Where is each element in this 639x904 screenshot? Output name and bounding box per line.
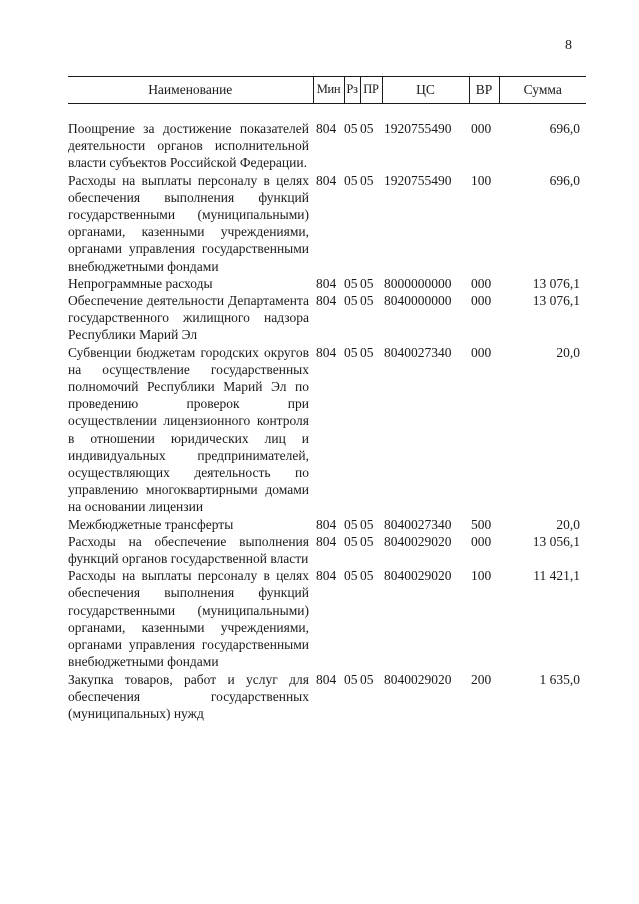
row-pr: 05 (360, 671, 374, 687)
row-min: 804 (316, 533, 337, 549)
row-name: Межбюджетные трансферты (68, 516, 234, 532)
row-vr: 000 (471, 344, 492, 360)
header-vr: ВР (469, 77, 499, 104)
row-name: Расходы на выплаты персоналу в целях обеспечения выполнения функций государственными (муниципальными) органами, казенными учреждениями, органами управления государственными внебюджетными фондами (68, 172, 309, 274)
row-cs: 8040000000 (384, 293, 452, 309)
row-vr: 000 (471, 121, 492, 136)
row-cs: 8040029020 (384, 671, 452, 687)
table-row (68, 533, 586, 567)
row-rz: 05 (344, 121, 358, 136)
row-vr: 100 (471, 172, 492, 188)
page-number: 8 (565, 38, 572, 53)
budget-table (68, 76, 586, 722)
row-vr: 100 (471, 568, 492, 584)
row-vr: 000 (471, 533, 492, 549)
row-min: 804 (316, 671, 337, 687)
table-row (68, 172, 586, 275)
row-pr: 05 (360, 275, 374, 291)
row-min: 804 (316, 344, 337, 360)
row-sum: 20,0 (556, 344, 580, 360)
row-cs: 1920755490 (384, 172, 452, 188)
row-cs: 8040029020 (384, 568, 452, 584)
row-min: 804 (316, 568, 337, 584)
header-name: Наименование (68, 77, 313, 104)
table-header (68, 77, 586, 104)
row-pr: 05 (360, 293, 374, 309)
header-min: Мин (313, 77, 344, 104)
table-row (68, 567, 586, 670)
row-vr: 000 (471, 293, 492, 309)
header-rz: Рз (344, 77, 360, 104)
row-min: 804 (316, 516, 337, 532)
header-row (68, 77, 586, 104)
row-vr: 000 (471, 275, 492, 291)
row-cs: 8000000000 (384, 275, 452, 291)
row-rz: 05 (344, 568, 358, 584)
table-body (68, 104, 586, 723)
row-name: Расходы на выплаты персоналу в целях обеспечения выполнения функций государственными (муниципальными) органами, казенными учреждениями, органами управления государственными внебюджетными фондами (68, 568, 309, 670)
row-sum: 1 635,0 (539, 671, 580, 687)
header-spacer (68, 104, 586, 121)
header-pr: ПР (360, 77, 382, 104)
row-sum: 696,0 (549, 121, 580, 136)
table-row (68, 344, 586, 516)
row-sum: 13 056,1 (532, 533, 580, 549)
row-vr: 200 (471, 671, 492, 687)
row-name: Непрограммные расходы (68, 275, 213, 291)
row-sum: 696,0 (549, 172, 580, 188)
table-row (68, 671, 586, 723)
row-rz: 05 (344, 275, 358, 291)
row-rz: 05 (344, 172, 358, 188)
row-min: 804 (316, 275, 337, 291)
row-sum: 13 076,1 (532, 293, 580, 309)
row-name: Поощрение за достижение показателей деятельности органов исполнительной власти субъектов Российской Федерации. (68, 121, 309, 171)
header-cs: ЦС (382, 77, 469, 104)
row-rz: 05 (344, 671, 358, 687)
row-pr: 05 (360, 172, 374, 188)
budget-table-container (68, 76, 586, 722)
row-rz: 05 (344, 516, 358, 532)
row-cs: 8040027340 (384, 344, 452, 360)
row-name: Расходы на обеспечение выполнения функций органов государственной власти (68, 533, 309, 567)
row-rz: 05 (344, 293, 358, 309)
row-sum: 20,0 (556, 516, 580, 532)
table-row (68, 516, 586, 533)
row-cs: 8040029020 (384, 533, 452, 549)
row-name: Субвенции бюджетам городских округов на осуществление государственных полномочий Республики Марий Эл по проведению проверок при осуществлении лицензионного контроля в отношении юридических лиц и индивидуальных предпринимателей, осуществляющих деятельность по управлению многоквартирными домами на основании лицензии (68, 344, 309, 515)
row-rz: 05 (344, 344, 358, 360)
row-cs: 1920755490 (384, 121, 452, 136)
row-sum: 13 076,1 (532, 275, 580, 291)
row-pr: 05 (360, 533, 374, 549)
row-pr: 05 (360, 516, 374, 532)
row-min: 804 (316, 293, 337, 309)
row-pr: 05 (360, 121, 374, 136)
row-pr: 05 (360, 568, 374, 584)
header-sum: Сумма (499, 77, 586, 104)
row-rz: 05 (344, 533, 358, 549)
row-sum: 11 421,1 (533, 568, 580, 584)
table-row (68, 120, 586, 172)
table-row (68, 275, 586, 292)
row-vr: 500 (471, 516, 492, 532)
row-min: 804 (316, 172, 337, 188)
row-cs: 8040027340 (384, 516, 452, 532)
row-pr: 05 (360, 344, 374, 360)
row-name: Закупка товаров, работ и услуг для обеспечения государственных (муниципальных) нужд (68, 671, 309, 721)
row-min: 804 (316, 121, 337, 136)
table-row (68, 292, 586, 344)
row-name: Обеспечение деятельности Департамента государственного жилищного надзора Республики Марий Эл (68, 293, 309, 343)
